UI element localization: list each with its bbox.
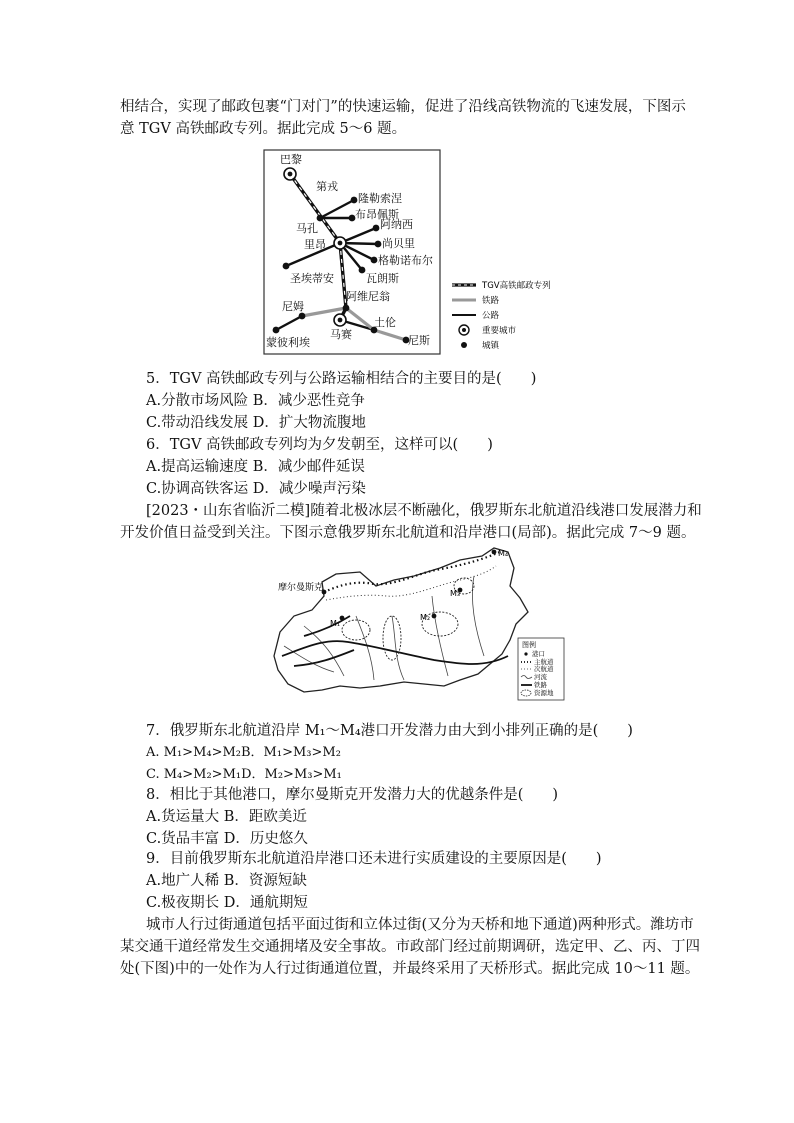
label-st-etienne: 圣埃蒂安 xyxy=(290,272,334,285)
label-m1: M₁ xyxy=(330,619,341,628)
label-dijon: 第戎 xyxy=(316,180,338,193)
label-m2: M₂ xyxy=(420,613,431,622)
q6-stem: 6．TGV 高铁邮政专列均为夕发朝至，这样可以( ) xyxy=(146,437,493,453)
label-annecy: 阿纳西 xyxy=(380,218,413,231)
label-bourg: 布昂佩斯 xyxy=(355,208,399,221)
q5-options-cd: C.带动沿线发展 D．扩大物流腹地 xyxy=(146,415,366,431)
q8-options-cd: C.货品丰富 D．历史悠久 xyxy=(146,831,308,847)
label-toulon: 土伦 xyxy=(374,316,396,329)
legend-town: 城镇 xyxy=(482,341,500,351)
legend-major-city: 重要城市 xyxy=(482,326,517,336)
intro-line-1: 相结合，实现了邮政包裹“门对门”的快速运输，促进了沿线高铁物流的飞速发展，下图示 xyxy=(120,99,686,115)
label-avignon: 阿维尼翁 xyxy=(346,290,390,303)
q5-stem: 5．TGV 高铁邮政专列与公路运输相结合的主要目的是( ) xyxy=(146,371,537,387)
intro-line-2: 意 TGV 高铁邮政专列。据此完成 5～6 题。 xyxy=(120,121,407,137)
russia-map xyxy=(264,546,566,706)
q6-options-ab: A.提高运输速度 B．减少邮件延误 xyxy=(146,459,365,475)
legend-rail: 铁路 xyxy=(482,296,500,306)
label-marseille: 马赛 xyxy=(330,328,352,341)
russia-map-legend xyxy=(518,638,564,700)
legend-port: 港口 xyxy=(532,650,545,658)
label-grenoble: 格勒诺布尔 xyxy=(378,254,433,267)
q9-options-ab: A.地广人稀 B．资源短缺 xyxy=(146,873,307,889)
label-murmansk: 摩尔曼斯克 xyxy=(278,583,324,593)
legend-tgv: TGV高铁邮政专列 xyxy=(482,281,551,291)
label-nice: 尼斯 xyxy=(408,334,430,347)
q8-options-ab: A.货运量大 B．距欧美近 xyxy=(146,809,307,825)
q7-options-ab: A. M₁>M₄>M₂B．M₁>M₃>M₂ xyxy=(146,745,341,760)
legend-title: 图例 xyxy=(522,641,536,649)
label-macon: 马孔 xyxy=(296,222,318,235)
label-valence: 瓦朗斯 xyxy=(366,272,399,285)
q8-stem: 8．相比于其他港口，摩尔曼斯克开发潜力大的优越条件是( ) xyxy=(146,787,559,803)
intro2-line-1: [2023・山东省临沂二模]随着北极冰层不断融化，俄罗斯东北航道沿线港口发展潜力和 xyxy=(146,503,702,519)
label-paris: 巴黎 xyxy=(280,153,302,166)
q5-options-ab: A.分散市场风险 B．减少恶性竞争 xyxy=(146,393,365,409)
legend-main-route: 主航道 xyxy=(534,658,554,666)
legend-river: 河流 xyxy=(534,673,547,681)
q9-options-cd: C.极夜期长 D．通航期短 xyxy=(146,895,308,911)
legend-road: 公路 xyxy=(482,311,500,321)
intro2-line-2: 开发价值日益受到关注。下图示意俄罗斯东北航道和沿岸港口(局部)。据此完成 7～9 题。 xyxy=(120,525,696,541)
intro3-line-3: 处(下图)中的一处作为人行过街通道位置，并最终采用了天桥形式。据此完成 10～11 题。 xyxy=(120,961,700,977)
label-chambery: 尚贝里 xyxy=(382,237,415,250)
label-montpellier: 蒙彼利埃 xyxy=(266,336,310,349)
tgv-map xyxy=(262,148,572,358)
label-nimes: 尼姆 xyxy=(282,300,304,313)
tgv-map-legend xyxy=(452,280,551,351)
q6-options-cd: C.协调高铁客运 D．减少噪声污染 xyxy=(146,481,366,497)
intro3-line-1: 城市人行过街通道包括平面过街和立体过街(又分为天桥和地下通道)两种形式。潍坊市 xyxy=(146,917,694,933)
label-m4: M₄ xyxy=(498,549,509,558)
q7-options-cd: C. M₄>M₂>M₁D．M₂>M₃>M₁ xyxy=(146,767,342,782)
label-lyon: 里昂 xyxy=(304,238,326,251)
q7-stem: 7．俄罗斯东北航道沿岸 M₁～M₄港口开发潜力由大到小排列正确的是( ) xyxy=(146,723,633,739)
intro3-line-2: 某交通干道经常发生交通拥堵及安全事故。市政部门经过前期调研，选定甲、乙、丙、丁四 xyxy=(120,939,700,955)
legend-railway: 铁路 xyxy=(534,681,547,689)
label-m3: M₃ xyxy=(450,589,461,598)
legend-resource: 资源地 xyxy=(534,689,554,697)
label-lons: 隆勒索涅 xyxy=(358,192,402,205)
q9-stem: 9．目前俄罗斯东北航道沿岸港口还未进行实质建设的主要原因是( ) xyxy=(146,851,602,867)
legend-sub-route: 次航道 xyxy=(534,665,554,673)
